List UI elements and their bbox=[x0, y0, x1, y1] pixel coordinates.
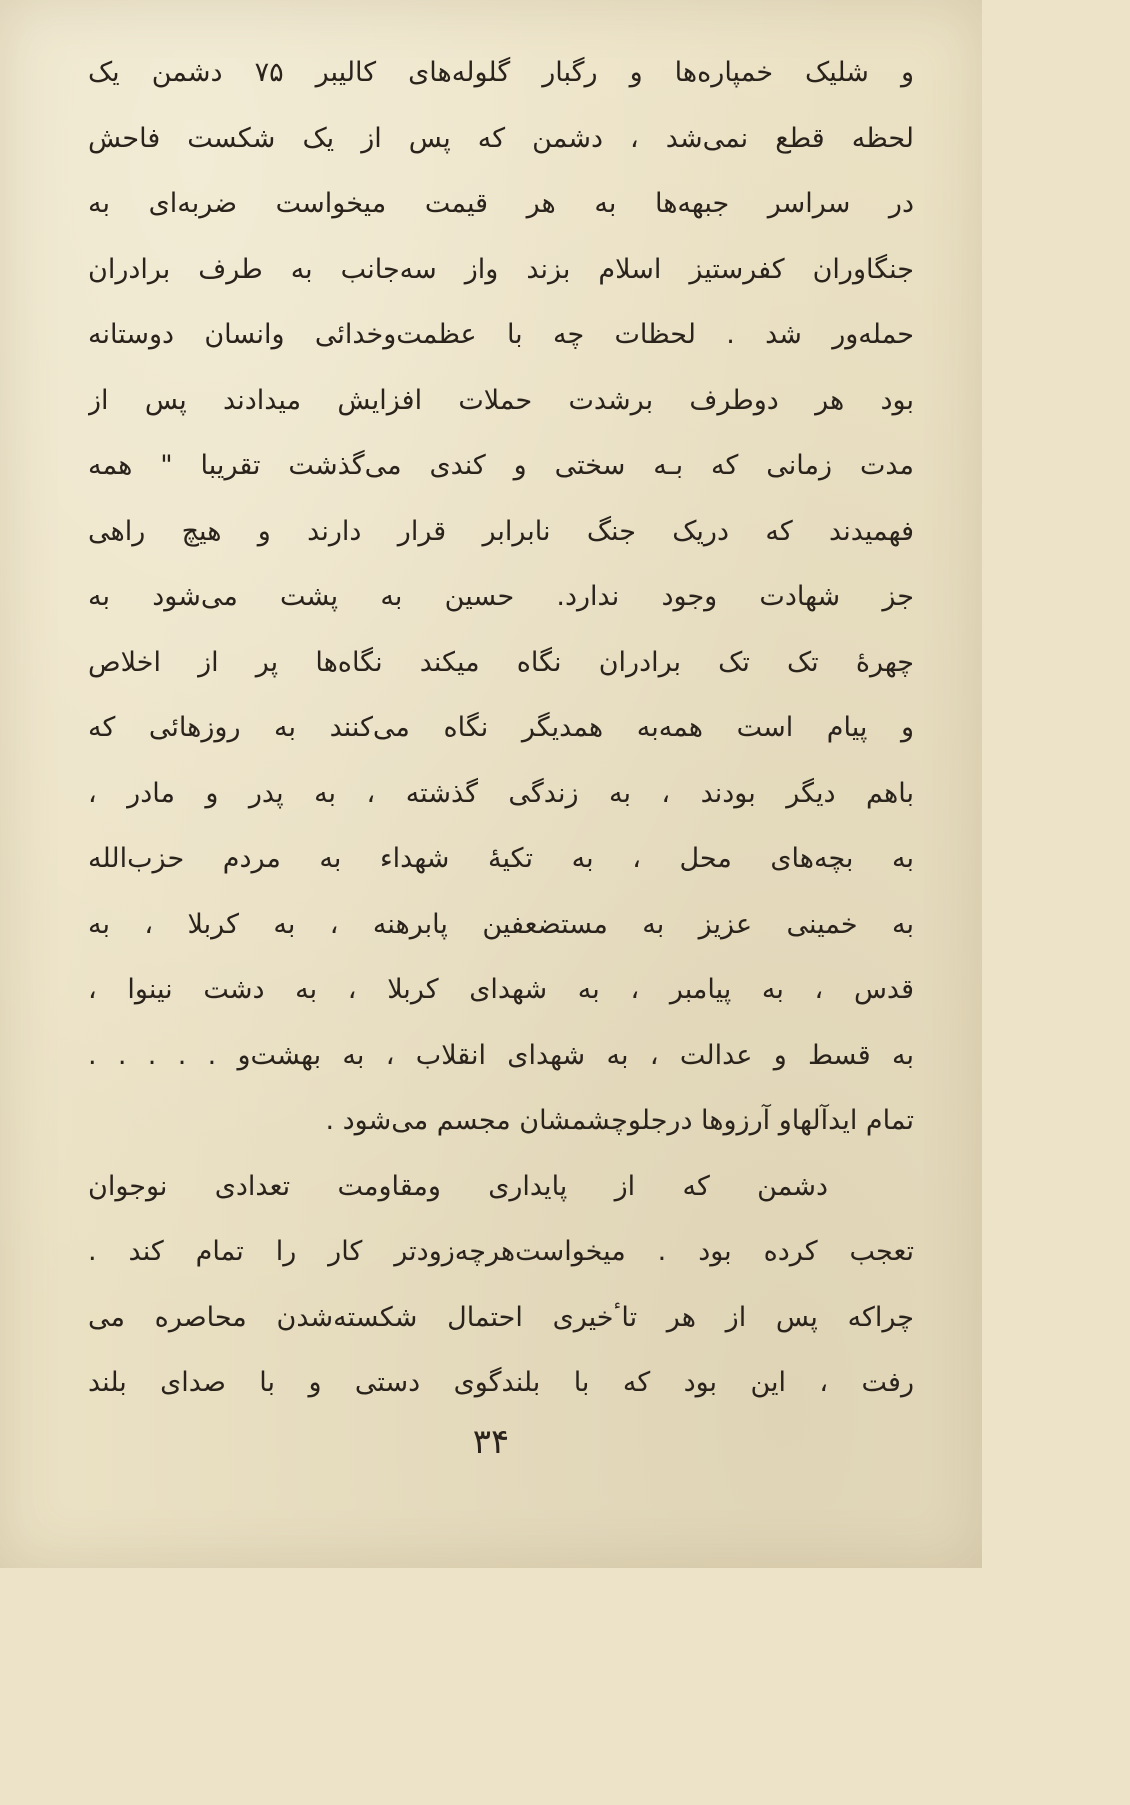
text-line: چهرهٔ تک تک برادران نگاه میکند نگاه‌ها پر از اخلاص bbox=[88, 646, 914, 678]
text-line: به بچه‌های محل ، به تکیهٔ شهداء به مردم حزب‌الله bbox=[88, 843, 914, 874]
text-line: در سراسر جبهه‌ها به هر قیمت میخواست ضربه‌ای به bbox=[88, 188, 914, 219]
text-line: مدت زمانی که بـه سختی و کندی می‌گذشت تقریبا " همه bbox=[88, 450, 914, 481]
text-line: جنگاوران کفرستیز اسلام بزند واز سه‌جانب به طرف برادران bbox=[88, 253, 914, 285]
page-number: ۳۴ bbox=[472, 1422, 510, 1462]
text-line: جز شهادت وجود ندارد. حسین به پشت می‌شود به bbox=[88, 581, 914, 612]
text-line: قدس ، به پیامبر ، به شهدای کربلا ، به دشت نینوا ، bbox=[88, 974, 914, 1005]
text-line: به قسط و عدالت ، به شهدای انقلاب ، به بهشت‌و . . . . . bbox=[88, 1039, 914, 1071]
text-line: رفت ، این بود که با بلندگوی دستی و با صدای بلند bbox=[88, 1367, 914, 1398]
text-line: لحظه قطع نمی‌شد ، دشمن که پس از یک شکست فاحش bbox=[88, 122, 914, 154]
text-line: حمله‌ور شد . لحظات چه با عظمت‌وخدائی وانسان دوستانه bbox=[88, 319, 914, 350]
text-line: و شلیک خمپاره‌ها و رگبار گلوله‌های کالیبر ۷۵ دشمن یک bbox=[88, 57, 914, 88]
text-line: و پیام است همه‌به همدیگر نگاه می‌کنند به روزهائی که bbox=[88, 712, 914, 743]
text-line: باهم دیگر بودند ، به زندگی گذشته ، به پدر و مادر ، bbox=[88, 777, 914, 809]
text-line: فهمیدند که دریک جنگ نابرابر قرار دارند و هیچ راهی bbox=[88, 515, 914, 547]
body-text bbox=[88, 40, 914, 1416]
text-line: به خمینی عزیز به مستضعفین پابرهنه ، به کربلا ، به bbox=[88, 908, 914, 940]
paragraph-1 bbox=[88, 40, 914, 1154]
paragraph-2 bbox=[88, 1154, 914, 1416]
text-line: تعجب کرده بود . میخواست‌هرچه‌زودتر کار را تمام کند . bbox=[88, 1236, 914, 1267]
text-line: دشمن که از پایداری ومقاومت تعدادی نوجوان bbox=[88, 1170, 828, 1202]
text-line: تمام ایدآلهاو آرزوها درجلوچشمشان مجسم می‌شود . bbox=[325, 1105, 914, 1136]
text-line: بود هر دوطرف برشدت حملات افزایش میدادند پس از bbox=[88, 384, 914, 416]
text-line: چراکه پس از هر تاٴخیری احتمال شکسته‌شدن محاصره می bbox=[88, 1301, 914, 1333]
